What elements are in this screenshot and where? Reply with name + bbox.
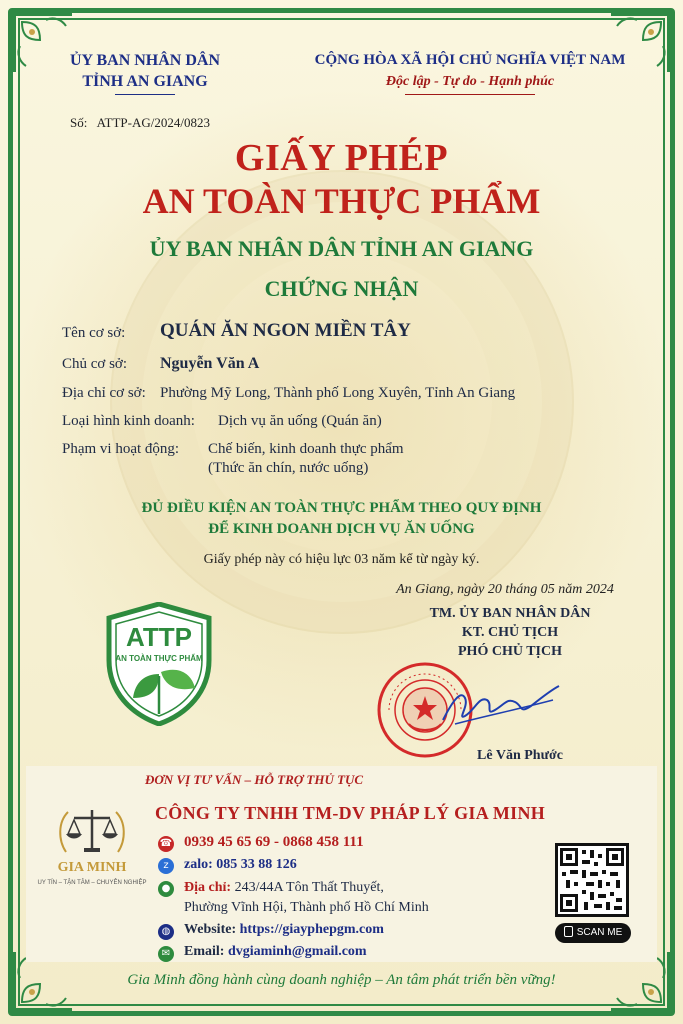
email-label: Email: — [184, 944, 225, 959]
email-row — [184, 944, 367, 960]
gia-minh-logo — [52, 800, 132, 860]
consultant-label: ĐƠN VỊ TƯ VẤN – HỖ TRỢ THỦ TỤC — [145, 772, 364, 787]
signatory-line-3: PHÓ CHỦ TỊCH — [458, 644, 562, 659]
scope-value-1: Chế biến, kinh doanh thực phẩm — [208, 441, 404, 457]
address-field-label: Địa chỉ: — [184, 880, 232, 895]
location-pin-icon: ● — [158, 881, 174, 897]
national-header — [300, 50, 640, 95]
document-number — [70, 115, 210, 131]
phone-icon: ☎ — [158, 836, 174, 852]
compliance-line-2: ĐỂ KINH DOANH DỊCH VỤ ĂN UỐNG — [208, 521, 475, 537]
issuing-authority: ỦY BAN NHÂN DÂN TỈNH AN GIANG — [149, 236, 534, 261]
name-value: QUÁN ĂN NGON MIỀN TÂY — [160, 320, 411, 341]
compliance-line-1: ĐỦ ĐIỀU KIỆN AN TOÀN THỰC PHẨM THEO QUY ĐỊNH — [141, 500, 542, 516]
logo-name: GIA MINH — [57, 860, 127, 875]
number-label: Số: — [70, 115, 88, 130]
attp-badge — [105, 602, 213, 726]
scan-me-text: SCAN ME — [576, 927, 623, 938]
business-type-label: Loại hình kinh doanh: — [62, 413, 195, 429]
email-icon: ✉ — [158, 946, 174, 962]
phone-outline-icon — [564, 926, 573, 937]
website-row — [184, 922, 384, 938]
issuer-line-1: ỦY BAN NHÂN DÂN — [69, 52, 221, 69]
globe-icon: ◍ — [158, 924, 174, 940]
handwritten-signature — [435, 680, 565, 730]
shield-icon — [105, 602, 213, 726]
slogan: Gia Minh đồng hành cùng doanh nghiệp – An tâm phát triển bền vững! — [127, 972, 556, 988]
scope-label: Phạm vi hoạt động: — [62, 441, 180, 457]
business-type-value: Dịch vụ ăn uống (Quán ăn) — [218, 413, 382, 429]
badge-text: AN TOÀN THỰC PHẨM — [115, 654, 203, 663]
address-value: Phường Mỹ Long, Thành phố Long Xuyên, Tỉnh An Giang — [160, 385, 516, 401]
issuer-line-2: TỈNH AN GIANG — [82, 73, 208, 90]
zalo-icon: z — [158, 858, 174, 874]
phone-numbers: 0939 45 65 69 - 0868 458 111 — [184, 834, 364, 850]
signature-icon — [435, 680, 565, 730]
name-label: Tên cơ sở: — [62, 325, 126, 341]
qr-code[interactable] — [555, 843, 629, 917]
certificate-title-line-2: AN TOÀN THỰC PHẨM — [142, 181, 541, 221]
scales-of-justice-icon — [52, 800, 132, 860]
signer-name: Lê Văn Phước — [477, 748, 563, 763]
website-link[interactable]: https://giayphepgm.com — [239, 922, 384, 937]
issuer-header — [40, 50, 250, 95]
email-link[interactable]: dvgiaminh@gmail.com — [227, 944, 367, 959]
qr-code-icon — [558, 846, 626, 914]
issue-date: An Giang, ngày 20 tháng 05 năm 2024 — [396, 582, 614, 597]
address-line-2: Phường Vĩnh Hội, Thành phố Hồ Chí Minh — [184, 900, 429, 915]
owner-value: Nguyễn Văn A — [160, 355, 260, 372]
badge-acronym: ATTP — [126, 622, 192, 652]
validity-note: Giấy phép này có hiệu lực 03 năm kể từ ngày ký. — [203, 552, 480, 567]
address-line-1: 243/44A Tôn Thất Thuyết, — [234, 880, 384, 895]
owner-label: Chủ cơ sở: — [62, 356, 128, 372]
zalo-number: zalo: 085 33 88 126 — [184, 857, 297, 872]
scan-me-label — [555, 923, 631, 943]
logo-tagline: UY TÍN – TẬN TÂM – CHUYÊN NGHIỆP — [37, 880, 147, 886]
certify-heading: CHỨNG NHẬN — [264, 276, 419, 301]
national-motto: Độc lập - Tự do - Hạnh phúc — [385, 74, 555, 89]
consultant-company: CÔNG TY TNHH TM-DV PHÁP LÝ GIA MINH — [155, 803, 546, 823]
signatory-line-2: KT. CHỦ TỊCH — [461, 625, 559, 640]
scope-value-2: (Thức ăn chín, nước uống) — [208, 460, 369, 476]
signatory-line-1: TM. ỦY BAN NHÂN DÂN — [429, 606, 591, 621]
header-underline — [115, 94, 175, 95]
consultant-address — [184, 880, 384, 896]
website-label: Website: — [184, 922, 237, 937]
certificate-title-line-1: GIẤY PHÉP — [234, 137, 449, 179]
address-label: Địa chỉ cơ sở: — [62, 385, 146, 401]
national-title: CỘNG HÒA XÃ HỘI CHỦ NGHĨA VIỆT NAM — [314, 52, 626, 68]
motto-underline — [405, 94, 535, 95]
number-value: ATTP-AG/2024/0823 — [96, 115, 210, 130]
